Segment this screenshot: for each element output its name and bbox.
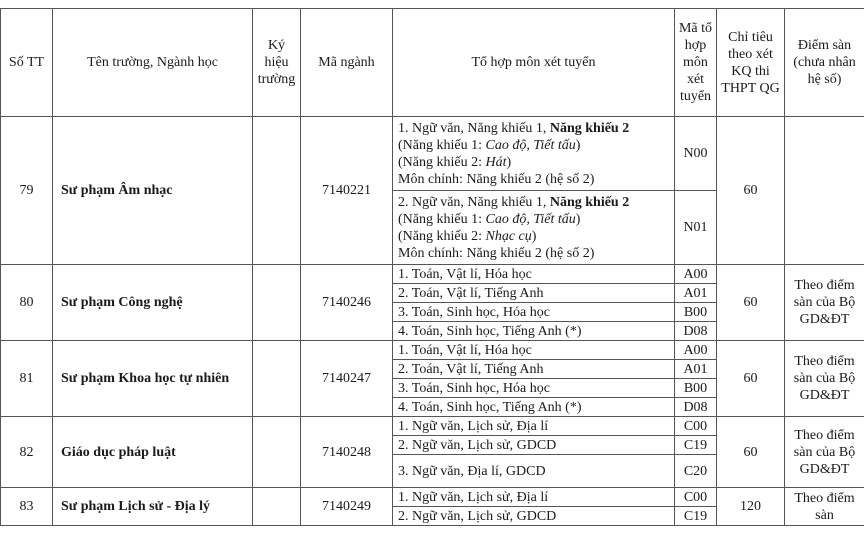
row-code: 7140246: [301, 265, 393, 341]
combo-code: N01: [675, 191, 717, 265]
row-symbol: [253, 117, 301, 265]
combo-cell: 2. Toán, Vật lí, Tiếng Anh: [393, 360, 675, 379]
row-name: Sư phạm Lịch sử - Địa lý: [53, 488, 253, 526]
combo-code: C20: [675, 455, 717, 488]
row-floor: Theo điểm sàn của Bộ GD&ĐT: [785, 265, 864, 341]
row-code: 7140247: [301, 341, 393, 417]
combo-cell: 1. Ngữ văn, Lịch sử, Địa lí: [393, 488, 675, 507]
combo-cell: 3. Toán, Sinh học, Hóa học: [393, 303, 675, 322]
row-stt: 80: [1, 265, 53, 341]
row-floor: [785, 117, 864, 265]
header-symbol: Ký hiệu trường: [253, 9, 301, 117]
combo-cell: 1. Toán, Vật lí, Hóa học: [393, 265, 675, 284]
combo-cell: 2. Ngữ văn, Lịch sử, GDCD: [393, 436, 675, 455]
row-stt: 79: [1, 117, 53, 265]
row-name: Sư phạm Công nghệ: [53, 265, 253, 341]
row-code: 7140249: [301, 488, 393, 526]
combo-code: B00: [675, 379, 717, 398]
combo-code: C19: [675, 436, 717, 455]
combo-code: D08: [675, 322, 717, 341]
row-symbol: [253, 341, 301, 417]
row-symbol: [253, 488, 301, 526]
row-quota: 60: [717, 417, 785, 488]
header-floor: Điểm sàn (chưa nhân hệ số): [785, 9, 864, 117]
row-quota: 60: [717, 341, 785, 417]
header-combos: Tổ hợp môn xét tuyển: [393, 9, 675, 117]
combo-cell: 2. Ngữ văn, Lịch sử, GDCD: [393, 507, 675, 526]
row-stt: 82: [1, 417, 53, 488]
header-school: Tên trường, Ngành học: [53, 9, 253, 117]
row-floor: Theo điểm sàn của Bộ GD&ĐT: [785, 341, 864, 417]
row-stt: 83: [1, 488, 53, 526]
combo-code: A00: [675, 265, 717, 284]
row-name: Sư phạm Khoa học tự nhiên: [53, 341, 253, 417]
row-name: Giáo dục pháp luật: [53, 417, 253, 488]
combo-code: N00: [675, 117, 717, 191]
table-row: [1, 417, 864, 436]
table-row: [1, 265, 864, 284]
admissions-table: [0, 8, 864, 526]
combo-code: C19: [675, 507, 717, 526]
combo-cell: 4. Toán, Sinh học, Tiếng Anh (*): [393, 398, 675, 417]
combo-cell: 1. Ngữ văn, Lịch sử, Địa lí: [393, 417, 675, 436]
header-stt: Số TT: [1, 9, 53, 117]
row-symbol: [253, 265, 301, 341]
combo-code: B00: [675, 303, 717, 322]
combo-cell: 1. Toán, Vật lí, Hóa học: [393, 341, 675, 360]
combo-code: A01: [675, 284, 717, 303]
table-row: [1, 341, 864, 360]
combo-cell: 1. Ngữ văn, Năng khiếu 1, Năng khiếu 2 (Năng khiếu 1: Cao độ, Tiết tấu) (Năng khiếu 2: Hát) Môn chính: Năng khiếu 2 (hệ số 2): [393, 117, 675, 191]
row-floor: Theo điểm sàn của Bộ GD&ĐT: [785, 417, 864, 488]
header-quota: Chỉ tiêu theo xét KQ thi THPT QG: [717, 9, 785, 117]
header-code: Mã ngành: [301, 9, 393, 117]
table-row: [1, 488, 864, 507]
combo-cell: 3. Toán, Sinh học, Hóa học: [393, 379, 675, 398]
row-symbol: [253, 417, 301, 488]
row-code: 7140221: [301, 117, 393, 265]
row-stt: 81: [1, 341, 53, 417]
combo-cell: 3. Ngữ văn, Địa lí, GDCD: [393, 455, 675, 488]
row-code: 7140248: [301, 417, 393, 488]
combo-cell: 2. Toán, Vật lí, Tiếng Anh: [393, 284, 675, 303]
combo-code: A01: [675, 360, 717, 379]
header-combo-code: Mã tổ hợp môn xét tuyển: [675, 9, 717, 117]
combo-cell: 4. Toán, Sinh học, Tiếng Anh (*): [393, 322, 675, 341]
row-floor: Theo điểm sàn: [785, 488, 864, 526]
row-quota: 60: [717, 265, 785, 341]
combo-code: A00: [675, 341, 717, 360]
table-row: [1, 117, 864, 191]
combo-code: C00: [675, 488, 717, 507]
row-quota: 60: [717, 117, 785, 265]
combo-cell: 2. Ngữ văn, Năng khiếu 1, Năng khiếu 2 (Năng khiếu 1: Cao độ, Tiết tấu) (Năng khiếu 2: Nhạc cụ) Môn chính: Năng khiếu 2 (hệ số 2): [393, 191, 675, 265]
header-row: [1, 9, 864, 117]
combo-code: C00: [675, 417, 717, 436]
row-name: Sư phạm Âm nhạc: [53, 117, 253, 265]
combo-code: D08: [675, 398, 717, 417]
row-quota: 120: [717, 488, 785, 526]
